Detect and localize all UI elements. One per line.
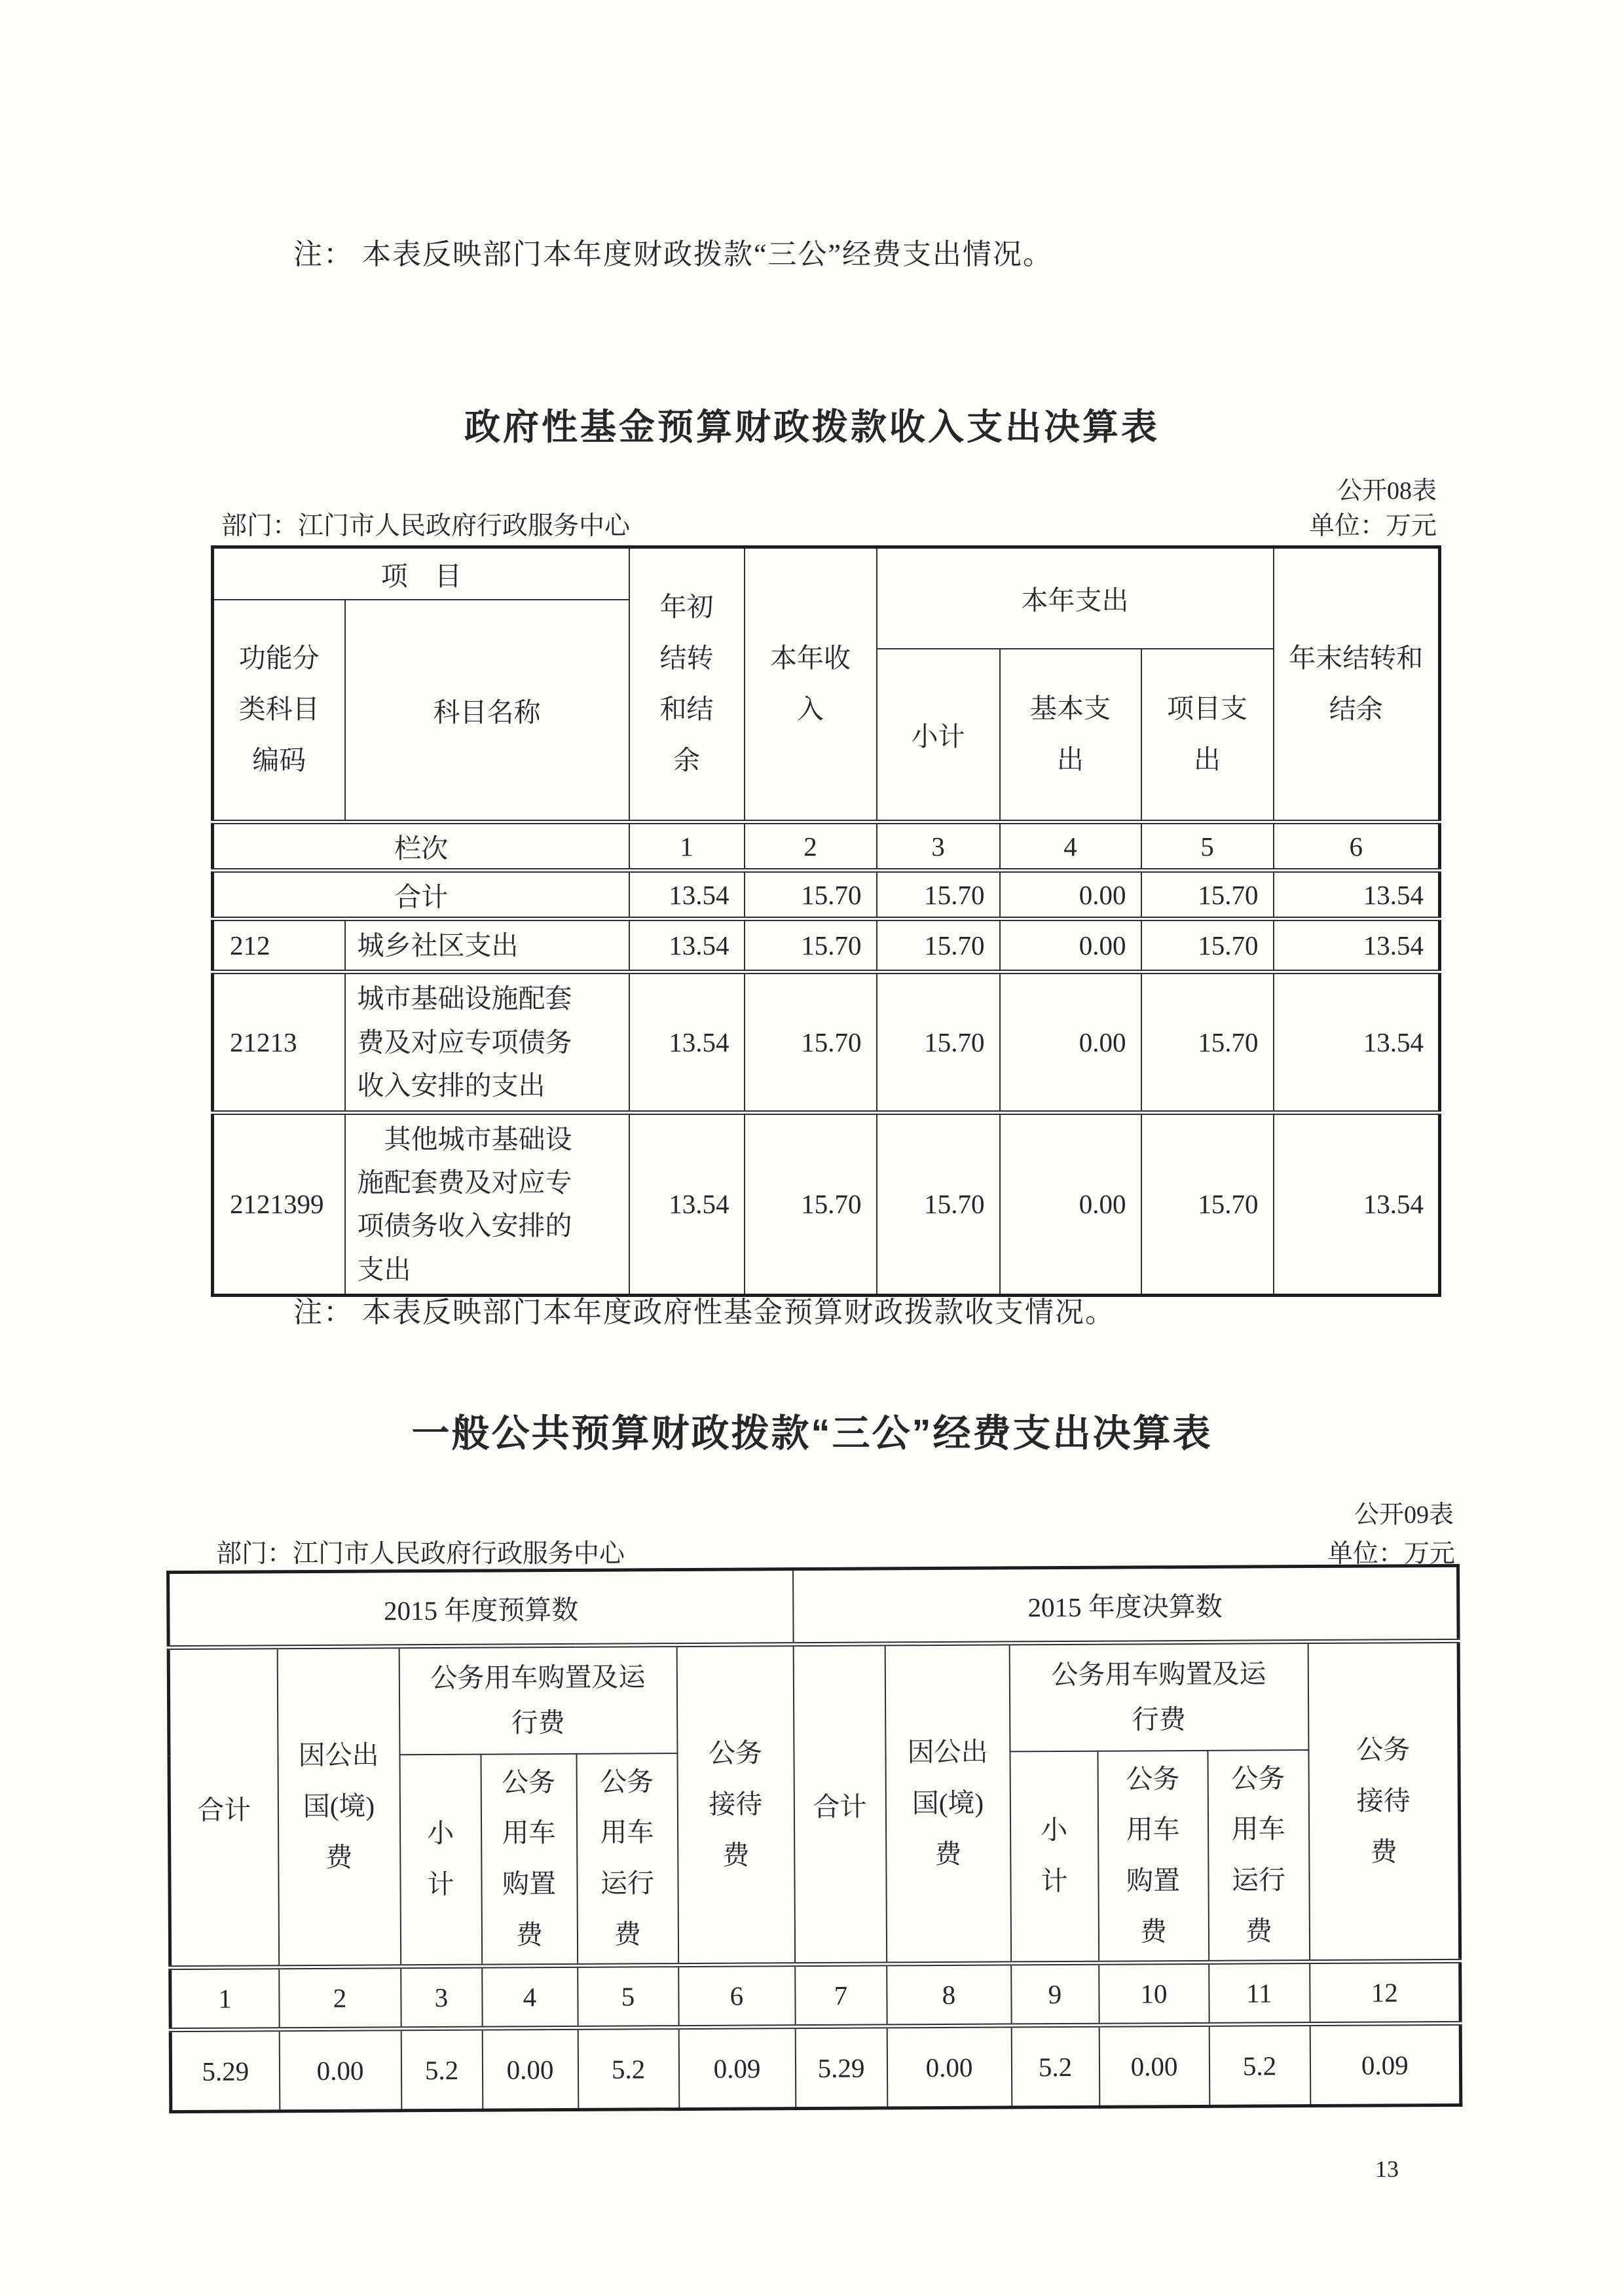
t1-header-func-code bbox=[213, 600, 345, 822]
t1-func-code-cell: 212 bbox=[213, 919, 345, 972]
t1-header-subject-name: 科目名称 bbox=[345, 600, 629, 822]
t2-header-vehicle-purchase-label: 公务用车购置费 bbox=[1126, 1763, 1181, 1947]
t2-header-vehicle-purchase bbox=[1098, 1750, 1209, 1963]
t2-header-vehicle-group bbox=[1009, 1642, 1308, 1751]
t1-header-project-expense bbox=[1141, 649, 1274, 822]
t2-group-budget: 2015 年度预算数 bbox=[168, 1569, 794, 1648]
t2-header-vehicle-operation bbox=[576, 1753, 678, 1966]
t2-col-number: 5 bbox=[578, 1965, 678, 2028]
t2-values-row bbox=[170, 2023, 1461, 2111]
t1-value-cell: 15.70 bbox=[745, 972, 877, 1112]
t1-header-begin-balance bbox=[629, 547, 745, 822]
table1-title: 政府性基金预算财政拨款收入支出决算表 bbox=[464, 407, 1160, 447]
t1-col-number: 5 bbox=[1141, 822, 1274, 871]
t1-value-cell: 15.70 bbox=[745, 919, 877, 972]
t1-header-row-1 bbox=[213, 547, 1440, 600]
t2-value-cell: 0.09 bbox=[678, 2027, 796, 2109]
t2-header-abroad-label: 因公出国(境)费 bbox=[907, 1736, 988, 1870]
t2-header-total: 合计 bbox=[168, 1647, 279, 1968]
t1-col-number: 6 bbox=[1274, 822, 1440, 871]
t2-value-cell: 5.2 bbox=[401, 2028, 483, 2111]
t1-header-func-code-label: 功能分类科目编码 bbox=[238, 643, 320, 776]
t2-header-vehicle-purchase bbox=[481, 1753, 578, 1966]
t1-total-label: 合计 bbox=[213, 871, 629, 919]
t2-group-row bbox=[168, 1565, 1459, 1647]
t1-value-cell: 15.70 bbox=[745, 1112, 877, 1296]
t2-col-number: 10 bbox=[1099, 1962, 1209, 2025]
table2-department: 部门：江门市人民政府行政服务中心 bbox=[216, 1540, 625, 1568]
t2-col-number: 12 bbox=[1310, 1961, 1461, 2024]
t1-value-cell: 15.70 bbox=[877, 972, 1000, 1112]
t1-value-cell: 13.54 bbox=[629, 972, 745, 1112]
t2-header-vehicle-purchase-label: 公务用车购置费 bbox=[502, 1766, 557, 1950]
sangong-expense-table bbox=[166, 1564, 1462, 2113]
t1-data-row-212 bbox=[213, 919, 1440, 972]
t1-header-year-expense: 本年支出 bbox=[877, 547, 1274, 649]
t2-value-cell: 5.29 bbox=[795, 2026, 887, 2109]
t1-subject-name-text: 城乡社区支出 bbox=[357, 930, 519, 960]
t1-col-number: 1 bbox=[629, 822, 745, 871]
t1-total-value: 13.54 bbox=[629, 871, 745, 919]
t1-subject-name-cell bbox=[345, 972, 629, 1112]
t1-value-cell: 13.54 bbox=[1274, 972, 1440, 1112]
t1-data-row-21213 bbox=[213, 972, 1440, 1112]
t2-value-cell: 0.09 bbox=[1310, 2023, 1461, 2105]
table2-unit: 单位：万元 bbox=[1327, 1540, 1455, 1568]
table1-department: 部门：江门市人民政府行政服务中心 bbox=[221, 512, 631, 540]
t1-header-begin-balance-label: 年初结转和结余 bbox=[659, 592, 714, 775]
t1-value-cell: 0.00 bbox=[1000, 1112, 1141, 1296]
t2-header-vehicle-operation-label: 公务用车运行费 bbox=[1231, 1762, 1286, 1946]
t1-subject-name-cell bbox=[345, 1112, 629, 1296]
t1-subject-name-text: 城市基础设施配套费及对应专项债务收入安排的支出 bbox=[357, 983, 572, 1101]
t2-value-cell: 0.00 bbox=[1099, 2024, 1209, 2107]
t2-header-subtotal-label: 小计 bbox=[426, 1818, 454, 1900]
t1-total-value: 0.00 bbox=[1000, 871, 1141, 919]
t1-header-basic-expense bbox=[1000, 649, 1141, 822]
t2-col-number: 1 bbox=[170, 1967, 279, 2030]
t1-lanci-label: 栏次 bbox=[213, 822, 629, 871]
t1-func-code-cell: 21213 bbox=[213, 972, 345, 1112]
page-number: 13 bbox=[1375, 2156, 1399, 2182]
table1-unit: 单位：万元 bbox=[1308, 512, 1437, 540]
t1-value-cell: 15.70 bbox=[1141, 972, 1274, 1112]
t2-group-final: 2015 年度决算数 bbox=[793, 1565, 1459, 1644]
t1-header-year-income-label: 本年收入 bbox=[769, 643, 851, 724]
t2-value-cell: 5.29 bbox=[170, 2030, 280, 2112]
t2-header-reception bbox=[676, 1645, 795, 1965]
t2-header-row-1 bbox=[168, 1641, 1459, 1755]
t2-value-cell: 5.2 bbox=[578, 2028, 679, 2110]
t1-subject-name-text: 其他城市基础设施配套费及对应专项债务收入安排的支出 bbox=[357, 1123, 572, 1285]
t2-header-vehicle-operation-label: 公务用车运行费 bbox=[600, 1766, 655, 1950]
t1-data-row-2121399 bbox=[213, 1112, 1440, 1296]
t1-column-index-row bbox=[213, 822, 1440, 871]
t2-value-cell: 5.2 bbox=[1011, 2025, 1099, 2107]
t2-col-number: 11 bbox=[1209, 1962, 1310, 2025]
t2-value-cell: 5.2 bbox=[1209, 2024, 1310, 2107]
t2-col-number: 7 bbox=[795, 1964, 887, 2027]
table1-form-code: 公开08表 bbox=[1337, 477, 1437, 505]
t1-col-number: 3 bbox=[877, 822, 1000, 871]
t1-header-project: 项 目 bbox=[213, 547, 629, 600]
table2-title: 一般公共预算财政拨款“三公”经费支出决算表 bbox=[411, 1412, 1213, 1455]
t2-header-subtotal-label: 小计 bbox=[1041, 1815, 1068, 1897]
t1-value-cell: 15.70 bbox=[877, 1112, 1000, 1296]
t1-header-project-expense-label: 项目支出 bbox=[1167, 693, 1247, 774]
t1-value-cell: 15.70 bbox=[1141, 919, 1274, 972]
t1-col-number: 2 bbox=[745, 822, 877, 871]
t2-header-vehicle-group-label: 公务用车购置及运行费 bbox=[1051, 1658, 1266, 1735]
t2-value-cell: 0.00 bbox=[482, 2028, 578, 2110]
t2-header-abroad bbox=[885, 1643, 1011, 1964]
t2-value-cell: 0.00 bbox=[887, 2026, 1012, 2108]
note-sangong-funds: 注： 本表反映部门本年度财政拨款“三公”经费支出情况。 bbox=[293, 238, 1054, 270]
table1-meta-row bbox=[221, 505, 1437, 542]
t1-subject-name-cell bbox=[345, 919, 629, 972]
t2-header-vehicle-group-label: 公务用车购置及运行费 bbox=[430, 1661, 646, 1738]
t1-header-basic-expense-label: 基本支出 bbox=[1029, 693, 1111, 774]
t2-header-reception-label: 公务接待费 bbox=[708, 1738, 763, 1870]
t1-value-cell: 13.54 bbox=[1274, 1112, 1440, 1296]
t2-value-cell: 0.00 bbox=[279, 2029, 401, 2111]
t2-header-total: 合计 bbox=[793, 1644, 887, 1965]
t1-total-value: 15.70 bbox=[877, 871, 1000, 919]
t2-header-reception bbox=[1308, 1641, 1460, 1961]
t2-header-vehicle-group bbox=[399, 1645, 677, 1755]
t2-header-abroad bbox=[277, 1647, 401, 1967]
gov-fund-budget-table bbox=[211, 545, 1441, 1297]
note-gov-fund: 注： 本表反映部门本年度政府性基金预算财政拨款收支情况。 bbox=[293, 1296, 1115, 1328]
t1-total-value: 15.70 bbox=[745, 871, 877, 919]
t1-header-end-balance-label: 年末结转和结余 bbox=[1289, 643, 1424, 724]
t1-value-cell: 13.54 bbox=[629, 1112, 745, 1296]
t1-total-value: 13.54 bbox=[1274, 871, 1440, 919]
t1-total-row bbox=[213, 871, 1440, 919]
t2-col-number: 6 bbox=[678, 1965, 796, 2028]
t1-col-number: 4 bbox=[1000, 822, 1141, 871]
t1-value-cell: 13.54 bbox=[629, 919, 745, 972]
t1-total-value: 15.70 bbox=[1141, 871, 1274, 919]
t1-value-cell: 0.00 bbox=[1000, 972, 1141, 1112]
t2-header-vehicle-operation bbox=[1208, 1750, 1310, 1963]
t1-header-subtotal: 小计 bbox=[877, 649, 1000, 822]
t1-header-end-balance bbox=[1274, 547, 1440, 822]
t2-header-reception-label: 公务接待费 bbox=[1356, 1734, 1411, 1867]
t2-col-number: 9 bbox=[1011, 1963, 1099, 2026]
t2-col-number: 3 bbox=[401, 1966, 482, 2029]
table2-form-code: 公开09表 bbox=[1354, 1501, 1454, 1529]
t1-value-cell: 15.70 bbox=[1141, 1112, 1274, 1296]
t2-header-abroad-label: 因公出国(境)费 bbox=[298, 1740, 379, 1872]
t2-col-number: 2 bbox=[279, 1967, 401, 2030]
t1-value-cell: 0.00 bbox=[1000, 919, 1141, 972]
t1-func-code-cell: 2121399 bbox=[213, 1112, 345, 1296]
t2-column-index-row bbox=[170, 1961, 1461, 2030]
t1-header-year-income bbox=[745, 547, 877, 822]
t2-col-number: 8 bbox=[887, 1963, 1011, 2026]
t2-header-subtotal bbox=[399, 1754, 482, 1967]
t2-header-subtotal bbox=[1010, 1751, 1099, 1963]
t2-col-number: 4 bbox=[482, 1965, 578, 2028]
t1-value-cell: 13.54 bbox=[1274, 919, 1440, 972]
t1-value-cell: 15.70 bbox=[877, 919, 1000, 972]
